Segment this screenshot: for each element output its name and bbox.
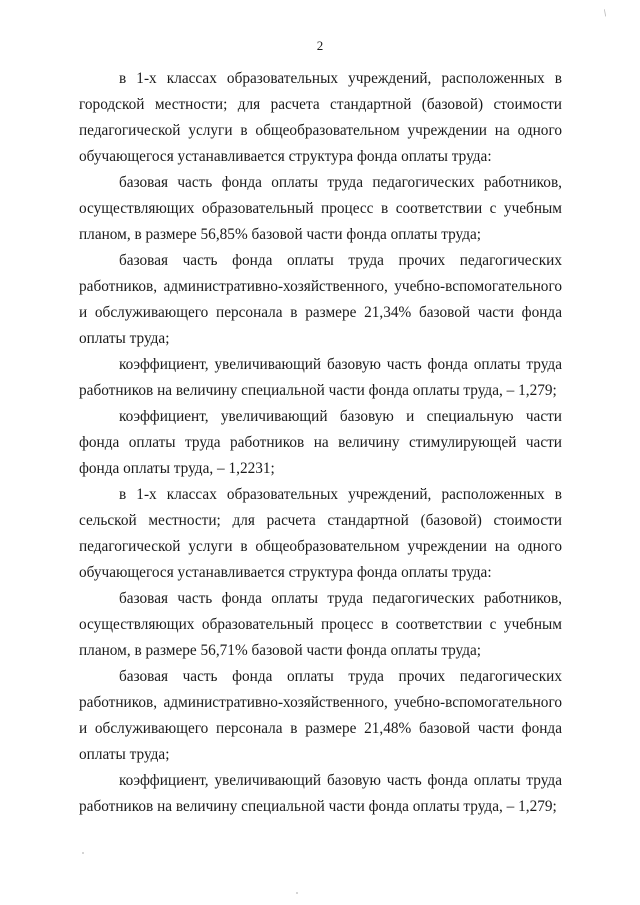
scan-speck — [82, 852, 84, 854]
scan-speck — [296, 892, 298, 894]
page-number: 2 — [316, 38, 324, 53]
paragraph-urban-incentive-coefficient: коэффициент, увеличивающий базовую и специальную части фонда оплаты труда работников на величину стимулирующей части фонда оплаты труда, – 1,2231; — [79, 408, 562, 477]
paragraph-urban-special-coefficient: коэффициент, увеличивающий базовую часть фонда оплаты труда работников на величину специальной части фонда оплаты труда, – 1,279; — [79, 356, 562, 399]
paragraph-urban-first-grade-intro: в 1-х классах образовательных учреждений, расположенных в городской местности; для расчета стандартной (базовой) стоимости педагогической услуги в общеобразовательном учреждении на одного обучающегося устанавливается структура фонда оплаты труда: — [79, 70, 562, 165]
document-body — [79, 66, 562, 820]
paragraph-rural-other-staff-share: базовая часть фонда оплаты труда прочих педагогических работников, административно-хозяйственного, учебно-вспомогательного и обслуживающего персонала в размере 21,48% базовой части фонда оплаты труда; — [79, 668, 562, 763]
paragraph-rural-teaching-staff-share: базовая часть фонда оплаты труда педагогических работников, осуществляющих образовательный процесс в соответствии с учебным планом, в размере 56,71% базовой части фонда оплаты труда; — [79, 590, 562, 659]
paragraph-rural-special-coefficient: коэффициент, увеличивающий базовую часть фонда оплаты труда работников на величину специальной части фонда оплаты труда, – 1,279; — [79, 772, 562, 815]
paragraph-urban-teaching-staff-share: базовая часть фонда оплаты труда педагогических работников, осуществляющих образовательный процесс в соответствии с учебным планом, в размере 56,85% базовой части фонда оплаты труда; — [79, 174, 562, 243]
corner-pen-mark: / — [601, 7, 609, 20]
paragraph-rural-first-grade-intro: в 1-х классах образовательных учреждений, расположенных в сельской местности; для расчета стандартной (базовой) стоимости педагогической услуги в общеобразовательном учреждении на одного обучающегося устанавливается структура фонда оплаты труда: — [79, 486, 562, 581]
paragraph-urban-other-staff-share: базовая часть фонда оплаты труда прочих педагогических работников, административно-хозяйственного, учебно-вспомогательного и обслуживающего персонала в размере 21,34% базовой части фонда оплаты труда; — [79, 252, 562, 347]
